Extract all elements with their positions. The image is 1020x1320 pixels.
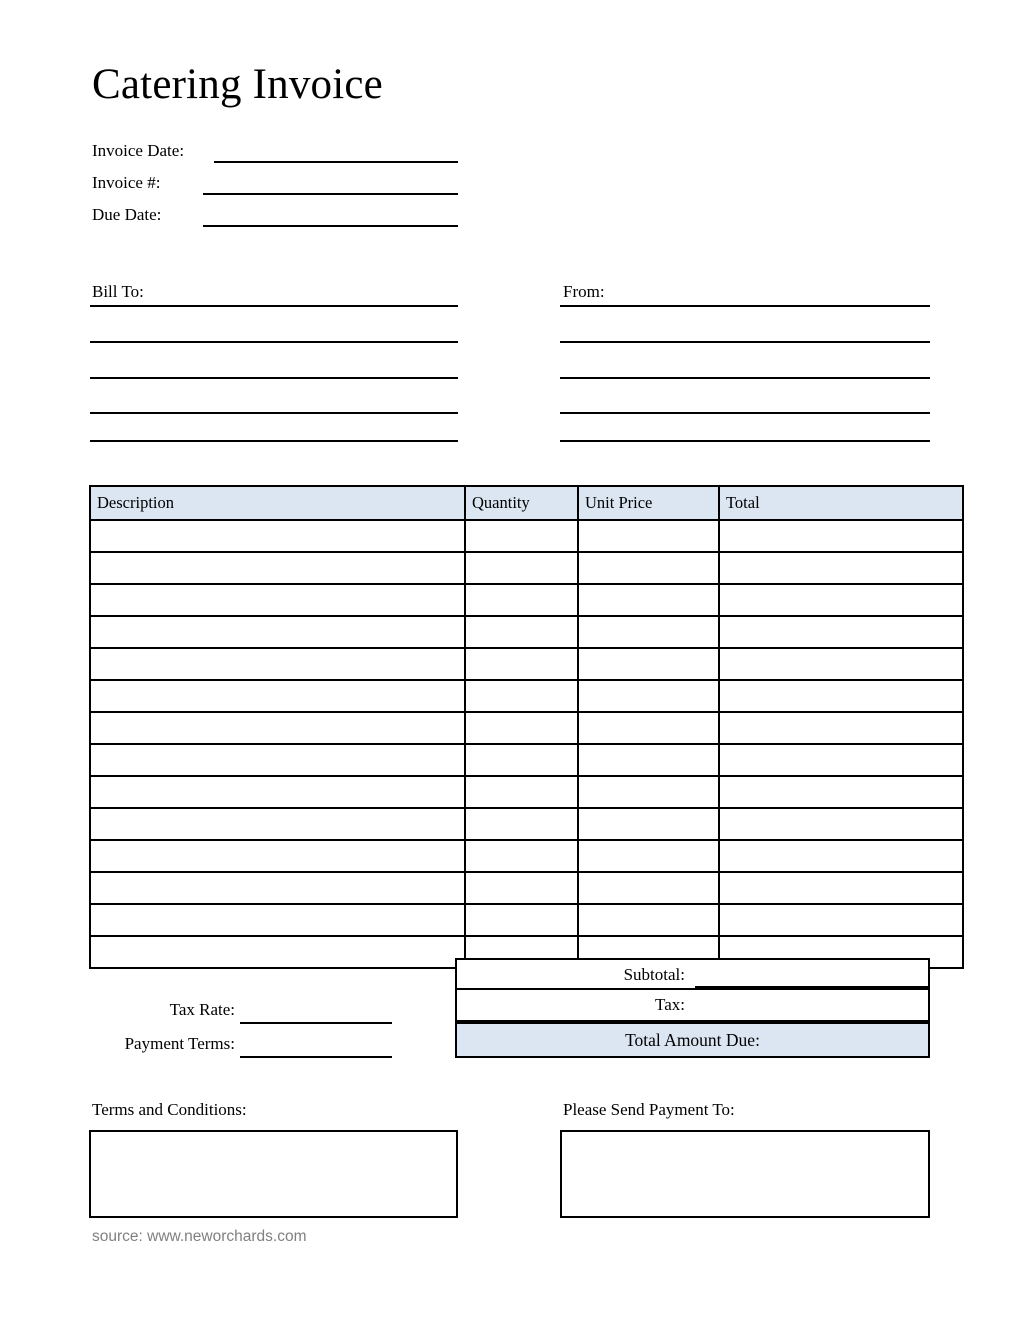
cell-description[interactable] bbox=[90, 840, 465, 872]
from-line-3[interactable] bbox=[560, 377, 930, 379]
cell-description[interactable] bbox=[90, 872, 465, 904]
table-row bbox=[90, 520, 963, 552]
tax-rate-label: Tax Rate: bbox=[169, 1000, 235, 1019]
table-row bbox=[90, 712, 963, 744]
cell-unit-price[interactable] bbox=[578, 648, 719, 680]
bill-to-line-1[interactable] bbox=[90, 305, 458, 307]
cell-description[interactable] bbox=[90, 680, 465, 712]
cell-total[interactable] bbox=[719, 680, 963, 712]
cell-total[interactable] bbox=[719, 616, 963, 648]
bill-to-line-3[interactable] bbox=[90, 377, 458, 379]
cell-quantity[interactable] bbox=[465, 552, 578, 584]
cell-description[interactable] bbox=[90, 936, 465, 968]
due-date-input-rule[interactable] bbox=[203, 225, 458, 227]
due-date-label: Due Date: bbox=[92, 205, 162, 224]
cell-quantity[interactable] bbox=[465, 616, 578, 648]
table-row bbox=[90, 680, 963, 712]
source-note: source: www.neworchards.com bbox=[92, 1228, 307, 1245]
payment-terms-input-rule[interactable] bbox=[240, 1056, 392, 1058]
page-title: Catering Invoice bbox=[92, 61, 383, 108]
from-line-1[interactable] bbox=[560, 305, 930, 307]
cell-total[interactable] bbox=[719, 744, 963, 776]
cell-description[interactable] bbox=[90, 904, 465, 936]
from-line-4[interactable] bbox=[560, 412, 930, 414]
cell-unit-price[interactable] bbox=[578, 616, 719, 648]
tax-rate-input-rule[interactable] bbox=[240, 1022, 392, 1024]
cell-unit-price[interactable] bbox=[578, 520, 719, 552]
cell-unit-price[interactable] bbox=[578, 712, 719, 744]
cell-description[interactable] bbox=[90, 584, 465, 616]
cell-unit-price[interactable] bbox=[578, 584, 719, 616]
table-row bbox=[90, 648, 963, 680]
cell-total[interactable] bbox=[719, 872, 963, 904]
cell-quantity[interactable] bbox=[465, 680, 578, 712]
column-header-total: Total bbox=[719, 486, 963, 520]
cell-unit-price[interactable] bbox=[578, 872, 719, 904]
cell-description[interactable] bbox=[90, 744, 465, 776]
send-payment-to-box[interactable] bbox=[560, 1130, 930, 1218]
tax-label: Tax: bbox=[655, 995, 685, 1014]
from-line-2[interactable] bbox=[560, 341, 930, 343]
cell-quantity[interactable] bbox=[465, 808, 578, 840]
invoice-date-field[interactable] bbox=[92, 140, 462, 168]
cell-unit-price[interactable] bbox=[578, 744, 719, 776]
cell-quantity[interactable] bbox=[465, 744, 578, 776]
payment-terms-label: Payment Terms: bbox=[124, 1034, 235, 1053]
due-date-field[interactable] bbox=[92, 204, 462, 232]
table-row bbox=[90, 744, 963, 776]
line-items-table bbox=[89, 485, 964, 969]
cell-total[interactable] bbox=[719, 808, 963, 840]
cell-total[interactable] bbox=[719, 904, 963, 936]
table-row bbox=[90, 616, 963, 648]
cell-total[interactable] bbox=[719, 648, 963, 680]
cell-quantity[interactable] bbox=[465, 872, 578, 904]
bill-to-line-5[interactable] bbox=[90, 440, 458, 442]
column-header-unit-price: Unit Price bbox=[578, 486, 719, 520]
cell-quantity[interactable] bbox=[465, 904, 578, 936]
column-header-description: Description bbox=[90, 486, 465, 520]
invoice-number-input-rule[interactable] bbox=[203, 193, 458, 195]
cell-description[interactable] bbox=[90, 712, 465, 744]
table-row bbox=[90, 904, 963, 936]
cell-unit-price[interactable] bbox=[578, 904, 719, 936]
cell-description[interactable] bbox=[90, 552, 465, 584]
cell-description[interactable] bbox=[90, 648, 465, 680]
cell-description[interactable] bbox=[90, 520, 465, 552]
terms-and-conditions-box[interactable] bbox=[89, 1130, 458, 1218]
send-payment-to-label: Please Send Payment To: bbox=[563, 1100, 735, 1119]
cell-quantity[interactable] bbox=[465, 712, 578, 744]
subtotal-row bbox=[455, 958, 930, 990]
table-row bbox=[90, 840, 963, 872]
table-row bbox=[90, 872, 963, 904]
table-row bbox=[90, 776, 963, 808]
subtotal-label: Subtotal: bbox=[623, 965, 685, 984]
totals-section bbox=[455, 958, 930, 1058]
cell-total[interactable] bbox=[719, 712, 963, 744]
terms-and-conditions-label: Terms and Conditions: bbox=[92, 1100, 247, 1119]
table-body bbox=[90, 520, 963, 968]
tax-value[interactable] bbox=[695, 990, 928, 1020]
total-amount-due-row[interactable] bbox=[455, 1022, 930, 1058]
cell-quantity[interactable] bbox=[465, 584, 578, 616]
cell-unit-price[interactable] bbox=[578, 840, 719, 872]
cell-quantity[interactable] bbox=[465, 648, 578, 680]
table-row bbox=[90, 552, 963, 584]
tax-row bbox=[455, 990, 930, 1022]
cell-quantity[interactable] bbox=[465, 840, 578, 872]
cell-unit-price[interactable] bbox=[578, 776, 719, 808]
cell-total[interactable] bbox=[719, 584, 963, 616]
cell-unit-price[interactable] bbox=[578, 680, 719, 712]
bill-to-label: Bill To: bbox=[92, 282, 144, 301]
from-label: From: bbox=[563, 282, 605, 301]
cell-unit-price[interactable] bbox=[578, 552, 719, 584]
cell-description[interactable] bbox=[90, 776, 465, 808]
invoice-date-input-rule[interactable] bbox=[214, 161, 458, 163]
bill-to-line-2[interactable] bbox=[90, 341, 458, 343]
cell-total[interactable] bbox=[719, 520, 963, 552]
cell-quantity[interactable] bbox=[465, 776, 578, 808]
cell-total[interactable] bbox=[719, 776, 963, 808]
bill-to-line-4[interactable] bbox=[90, 412, 458, 414]
cell-total[interactable] bbox=[719, 552, 963, 584]
cell-description[interactable] bbox=[90, 616, 465, 648]
total-amount-due-label: Total Amount Due: bbox=[625, 1030, 760, 1050]
from-line-5[interactable] bbox=[560, 440, 930, 442]
cell-total[interactable] bbox=[719, 840, 963, 872]
invoice-number-label: Invoice #: bbox=[92, 173, 161, 192]
invoice-number-field[interactable] bbox=[92, 172, 462, 200]
table-row bbox=[90, 808, 963, 840]
cell-unit-price[interactable] bbox=[578, 808, 719, 840]
cell-description[interactable] bbox=[90, 808, 465, 840]
table-row bbox=[90, 584, 963, 616]
invoice-date-label: Invoice Date: bbox=[92, 141, 185, 160]
table-header-row bbox=[90, 486, 963, 520]
subtotal-value[interactable] bbox=[695, 960, 928, 988]
column-header-quantity: Quantity bbox=[465, 486, 578, 520]
cell-quantity[interactable] bbox=[465, 520, 578, 552]
